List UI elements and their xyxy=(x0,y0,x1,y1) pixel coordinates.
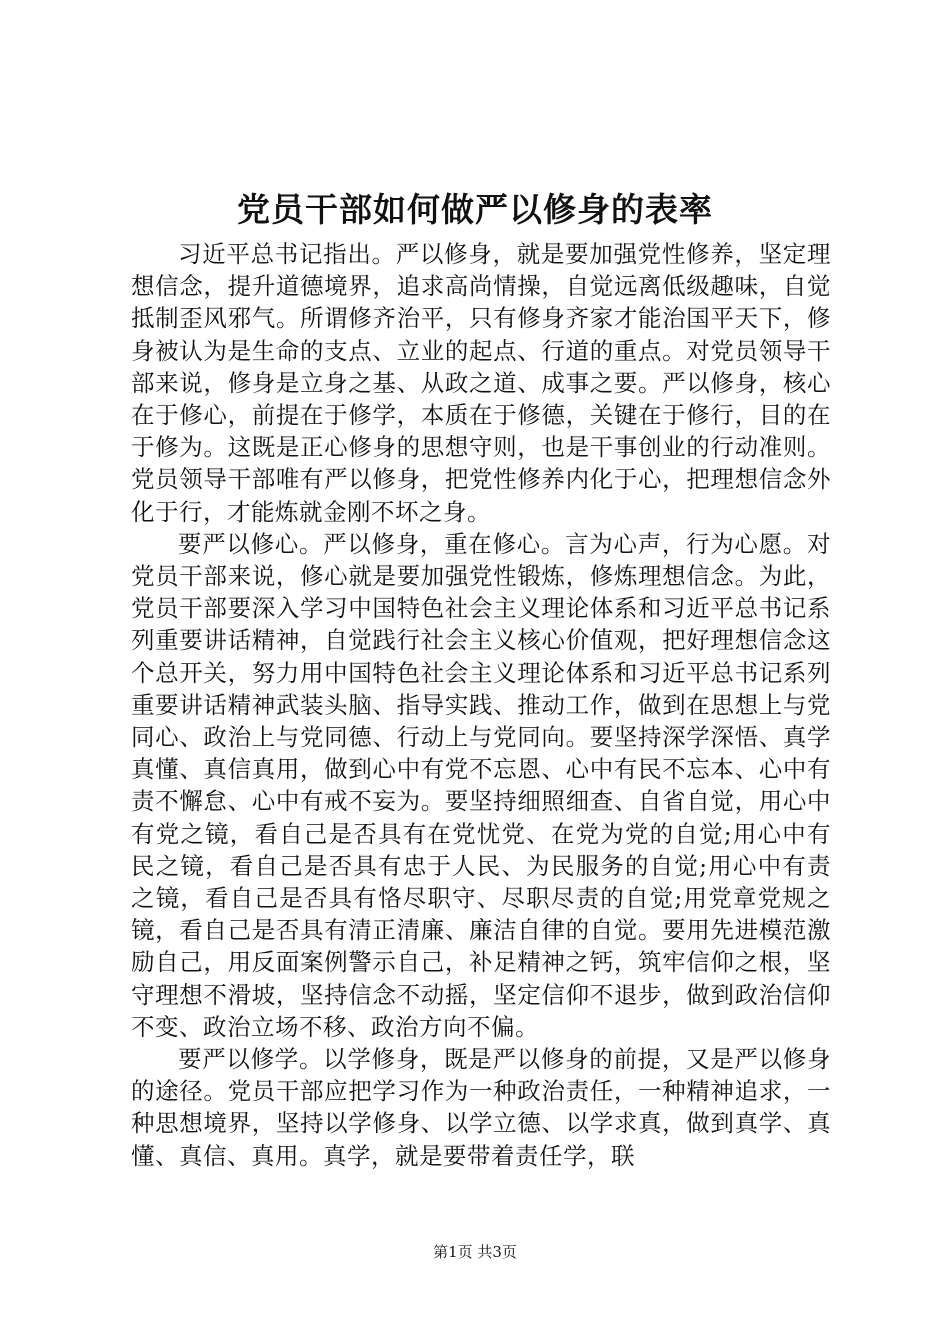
document-body xyxy=(131,238,831,1172)
paragraph-xiuxin: 要严以修心。严以修身，重在修心。言为心声，行为心愿。对党员干部来说，修心就是要加强党性锻炼，修炼理想信念。为此，党员干部要深入学习中国特色社会主义理论体系和习近平总书记系列重要讲话精神，自觉践行社会主义核心价值观，把好理想信念这个总开关，努力用中国特色社会主义理论体系和习近平总书记系列重要讲话精神武装头脑、指导实践、推动工作，做到在思想上与党同心、政治上与党同德、行动上与党同向。要坚持深学深悟、真学真懂、真信真用，做到心中有党不忘恩、心中有民不忘本、心中有责不懈怠、心中有戒不妄为。要坚持细照细查、自省自觉，用心中有党之镜，看自己是否具有在党忧党、在党为党的自觉;用心中有民之镜，看自己是否具有忠于人民、为民服务的自觉;用心中有责之镜，看自己是否具有恪尽职守、尽职尽责的自觉;用党章党规之镜，看自己是否具有清正清廉、廉洁自律的自觉。要用先进模范激励自己，用反面案例警示自己，补足精神之钙，筑牢信仰之根，坚守理想不滑坡，坚持信念不动摇，坚定信仰不退步，做到政治信仰不变、政治立场不移、政治方向不偏。 xyxy=(131,529,831,1041)
document-title: 党员干部如何做严以修身的表率 xyxy=(237,190,713,229)
paragraph-intro: 习近平总书记指出。严以修身，就是要加强党性修养，坚定理想信念，提升道德境界，追求高尚情操，自觉远离低级趣味，自觉抵制歪风邪气。所谓修齐治平，只有修身齐家才能治国平天下，修身被认为是生命的支点、立业的起点、行道的重点。对党员领导干部来说，修身是立身之基、从政之道、成事之要。严以修身，核心在于修心，前提在于修学，本质在于修德，关键在于修行，目的在于修为。这既是正心修身的思想守则，也是干事创业的行动准则。党员领导干部唯有严以修身，把党性修养内化于心，把理想信念外化于行，才能炼就金刚不坏之身。 xyxy=(131,240,831,526)
paragraph-xiuxue: 要严以修学。以学修身，既是严以修身的前提，又是严以修身的途径。党员干部应把学习作为一种政治责任，一种精神追求，一种思想境界，坚持以学修身、以学立德、以学求真，做到真学、真懂、真信、真用。真学，就是要带着责任学，联 xyxy=(131,1045,831,1170)
page-footer: 第1页 共3页 xyxy=(433,1243,517,1261)
